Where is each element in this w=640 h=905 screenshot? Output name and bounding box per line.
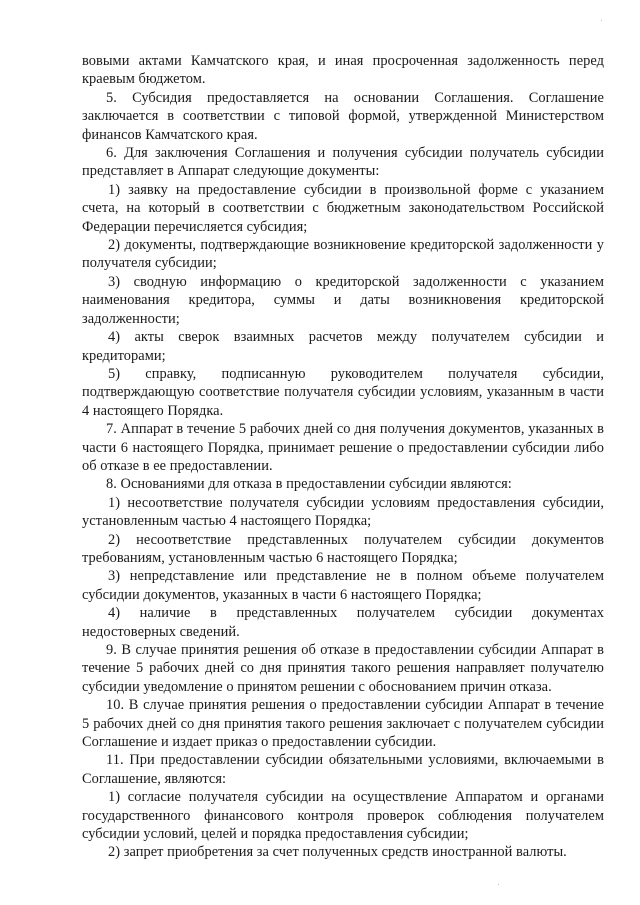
subitem-11-2: 2) запрет приобретения за счет полученных средств иностранной валюты. (108, 844, 567, 861)
paragraph-item-6: 6. Для заключения Соглашения и получения субсидии получатель субсидии представляет в Аппарат следующие документы: (82, 145, 604, 180)
document-body (82, 52, 604, 862)
subitem-8-3: 3) непредставление или представление не в полном объеме получателем субсидии документов, указанных в части 6 настоящего Порядка; (82, 568, 604, 603)
subitem-6-5: 5) справку, подписанную руководителем получателя субсидии, подтверждающую соответствие получателя субсидии условиям, указанным в части 4 настоящего Порядка. (82, 365, 604, 419)
subitem-6-1: 1) заявку на предоставление субсидии в произвольной форме с указанием счета, на который в соответствии с бюджетным законодательством Российской Федерации перечисляется субсидия; (82, 181, 604, 235)
subitem-8-1: 1) несоответствие получателя субсидии условиям предоставления субсидии, установленным частью 4 настоящего Порядка; (82, 494, 604, 530)
subitem-6-4: 4) акты сверок взаимных расчетов между получателем субсидии и кредиторами; (82, 329, 604, 364)
paragraph-item-7: 7. Аппарат в течение 5 рабочих дней со дня получения документов, указанных в части 6 настоящего Порядка, принимает решение о предоставлении субсидии либо об отказе в ее предоставлении. (82, 421, 604, 474)
subitem-6-3: 3) сводную информацию о кредиторской задолженности с указанием наименования кредитора, суммы и даты возникновения кредиторской задолженности; (82, 273, 604, 327)
paragraph-item-8: 8. Основаниями для отказа в предоставлении субсидии являются: (106, 476, 512, 493)
subitem-6-2: 2) документы, подтверждающие возникновение кредиторской задолженности у получателя субсидии; (82, 237, 604, 272)
subitem-11-1: 1) согласие получателя субсидии на осуществление Аппаратом и органами государственного финансового контроля проверок соблюдения получателем субсидии условий, целей и порядка предоставления субсидии; (82, 789, 604, 843)
paragraph-item-11: 11. При предоставлении субсидии обязательными условиями, включаемыми в Соглашение, являются: (82, 752, 604, 787)
paragraph-continuation: вовыми актами Камчатского края, и иная просроченная задолженность перед краевым бюджетом. (82, 53, 604, 88)
paragraph-item-9: 9. В случае принятия решения об отказе в предоставлении субсидии Аппарат в течение 5 рабочих дней со дня принятия такого решения направляет получателю субсидии уведомление о принятом решении с обоснованием причин отказа. (82, 642, 604, 695)
paragraph-item-5: 5. Субсидия предоставляется на основании Соглашения. Соглашение заключается в соответствии с типовой формой, утвержденной Министерством финансов Камчатского края. (82, 89, 604, 143)
subitem-8-4: 4) наличие в представленных получателем субсидии документах недостоверных сведений. (82, 605, 604, 640)
subitem-8-2: 2) несоответствие представленных получателем субсидии документов требованиям, установленным частью 6 настоящего Порядка; (82, 531, 604, 566)
paragraph-item-10: 10. В случае принятия решения о предоставлении субсидии Аппарат в течение 5 рабочих дней со дня принятия такого решения заключает с получателем субсидии Соглашение и издает приказ о предоставлении субсидии. (82, 697, 604, 751)
scan-speck (601, 20, 602, 21)
scan-speck (498, 884, 499, 885)
